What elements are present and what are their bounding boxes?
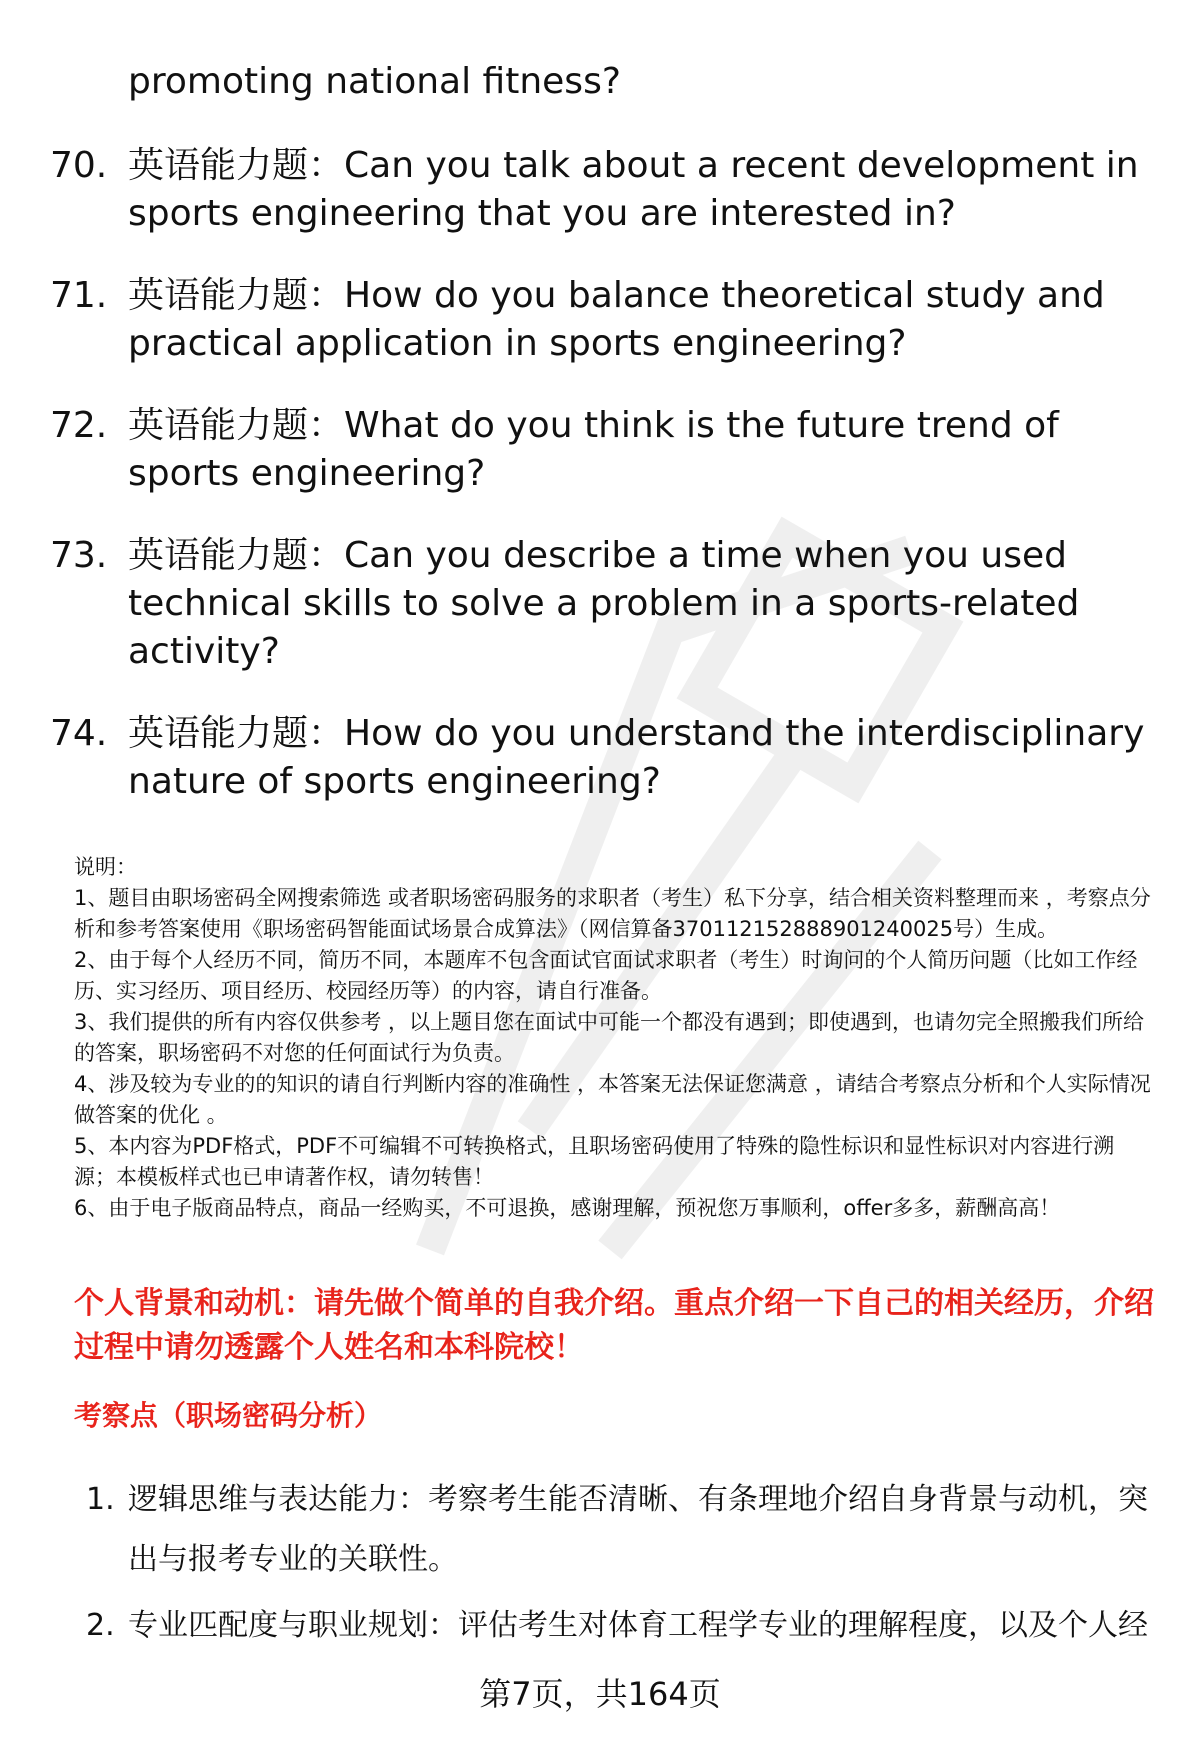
point-text: 专业匹配度与职业规划：评估考生对体育工程学专业的理解程度，以及个人经 xyxy=(128,1608,1148,1643)
question-item xyxy=(50,272,1160,368)
notes-line: 5、本内容为PDF格式，PDF不可编辑不可转换格式，且职场密码使用了特殊的隐性标识和显性标识对内容进行溯源；本模板样式也已申请著作权，请勿转售！ xyxy=(74,1134,1115,1189)
notes-line: 4、涉及较为专业的的知识的请自行判断内容的准确性 ，本答案无法保证您满意 ，请结合考察点分析和个人实际情况做答案的优化 。 xyxy=(74,1072,1151,1127)
notes-line: 3、我们提供的所有内容仅供参考 ，以上题目您在面试中可能一个都没有遇到；即使遇到，也请勿完全照搬我们所给的答案，职场密码不对您的任何面试行为负责。 xyxy=(74,1010,1145,1065)
notes-line: 1、题目由职场密码全网搜索筛选 或者职场密码服务的求职者（考生）私下分享，结合相关资料整理而来 ，考察点分析和参考答案使用《职场密码智能面试场景合成算法》（网信算备370112152888901240025号）生成。 xyxy=(74,886,1151,941)
question-text: How do you understand the interdisciplinary nature of sports engineering? xyxy=(128,713,1145,802)
point-number: 2. xyxy=(86,1608,115,1643)
notes-heading: 说明： xyxy=(74,855,137,879)
analysis-points xyxy=(86,1470,1166,1662)
question-category: 英语能力题： xyxy=(128,713,345,754)
question-number: 74. xyxy=(50,713,108,754)
question-item xyxy=(50,710,1160,806)
question-category: 英语能力题： xyxy=(128,405,345,446)
page-footer: 第7页，共164页 xyxy=(479,1675,721,1713)
question-item xyxy=(50,402,1160,498)
question-text: What do you think is the future trend of sports engineering? xyxy=(128,405,1059,494)
section-title: 个人背景和动机：请先做个简单的自我介绍。重点介绍一下自己的相关经历，介绍过程中请勿透露个人姓名和本科院校！ xyxy=(74,1286,1154,1365)
question-category: 英语能力题： xyxy=(128,145,345,186)
analysis-point xyxy=(86,1470,1166,1590)
notes-line: 2、由于每个人经历不同，简历不同，本题库不包含面试官面试求职者（考生）时询问的个人简历问题（比如工作经历、实习经历、项目经历、校园经历等）的内容，请自行准备。 xyxy=(74,948,1138,1003)
question-number: 72. xyxy=(50,405,108,446)
question-item xyxy=(50,142,1160,238)
point-number: 1. xyxy=(86,1482,115,1517)
section-subtitle: 考察点（职场密码分析） xyxy=(74,1399,383,1432)
point-text: 逻辑思维与表达能力：考察考生能否清晰、有条理地介绍自身背景与动机，突出与报考专业的关联性。 xyxy=(128,1482,1148,1577)
question-list xyxy=(50,142,1160,840)
question-category: 英语能力题： xyxy=(128,535,345,576)
notes-block xyxy=(74,852,1154,1224)
question-text: Can you describe a time when you used technical skills to solve a problem in a sports-related activity? xyxy=(128,535,1080,672)
question-category: 英语能力题： xyxy=(128,275,345,316)
question-text: How do you balance theoretical study and practical application in sports engineering? xyxy=(128,275,1105,364)
question-item xyxy=(50,532,1160,676)
notes-line: 6、由于电子版商品特点，商品一经购买，不可退换，感谢理解，预祝您万事顺利，offer多多，薪酬高高！ xyxy=(74,1196,1061,1220)
question-text: Can you talk about a recent development in sports engineering that you are interested in? xyxy=(128,145,1139,234)
analysis-point xyxy=(86,1596,1166,1656)
question-number: 71. xyxy=(50,275,108,316)
question-number: 70. xyxy=(50,145,108,186)
question-69-continuation: promoting national fitness? xyxy=(128,61,621,102)
question-number: 73. xyxy=(50,535,108,576)
